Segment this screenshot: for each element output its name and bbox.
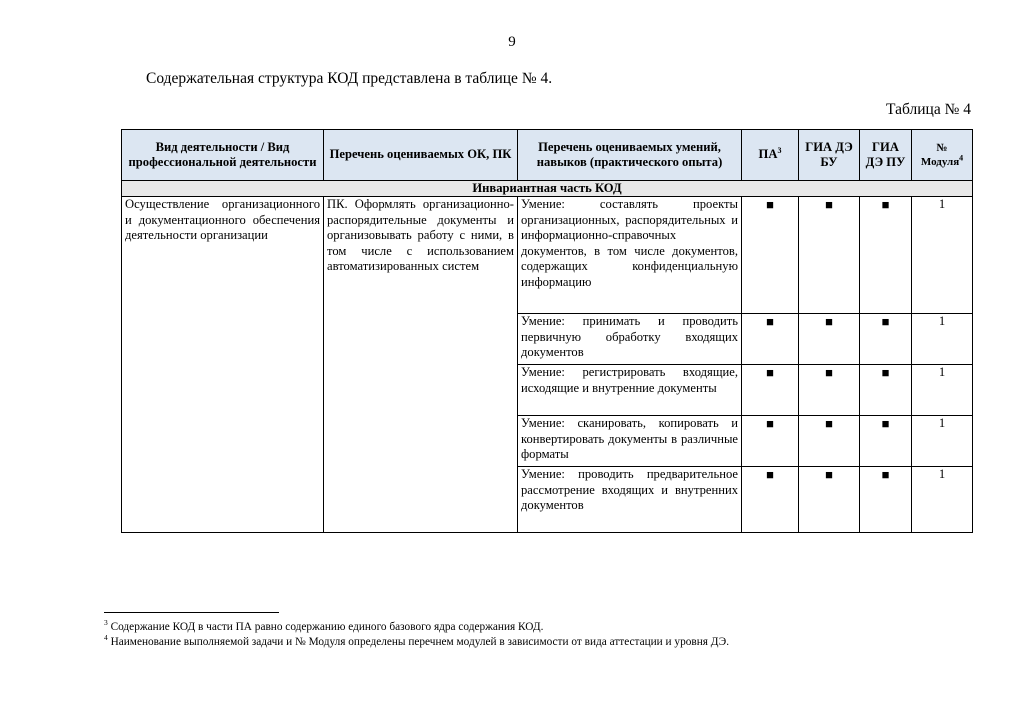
footnote-divider [104, 612, 279, 613]
pa-mark: ■ [742, 314, 799, 365]
header-activity: Вид деятельности / Вид профессиональной деятельности [122, 130, 324, 181]
footnote-4 [104, 635, 984, 650]
skill-cell: Умение: составлять проекты организационных, распорядительных и информационно-справочных документов, в том числе документов, содержащих конфиденциальную информацию [518, 197, 742, 314]
footnotes [104, 620, 984, 650]
activity-cell: Осуществление организационного и документационного обеспечения деятельности организации [122, 197, 324, 533]
page-number: 9 [508, 34, 516, 50]
pa-mark: ■ [742, 416, 799, 467]
gia-pu-mark: ■ [860, 365, 912, 416]
skill-cell: Умение: проводить предварительное рассмотрение входящих и внутренних документов [518, 467, 742, 533]
header-pa-footnote-ref: 3 [777, 146, 782, 156]
module-number: 1 [912, 365, 973, 416]
footnote-text: Содержание КОД в части ПА равно содержанию единого базового ядра содержания КОД. [110, 621, 544, 633]
header-gia-pu: ГИА ДЭ ПУ [860, 130, 912, 181]
header-pa-label: ПА [758, 147, 778, 162]
header-skills: Перечень оцениваемых умений, навыков (практического опыта) [518, 130, 742, 181]
table-row [122, 197, 973, 314]
gia-pu-mark: ■ [860, 314, 912, 365]
skill-cell: Умение: регистрировать входящие, исходящие и внутренние документы [518, 365, 742, 416]
header-module [912, 130, 973, 181]
header-module-footnote-ref: 4 [959, 153, 964, 163]
gia-pu-mark: ■ [860, 197, 912, 314]
section-title: Инвариантная часть КОД [122, 181, 973, 197]
gia-bu-mark: ■ [799, 197, 860, 314]
section-row [122, 181, 973, 197]
module-number: 1 [912, 416, 973, 467]
gia-bu-mark: ■ [799, 467, 860, 533]
module-number: 1 [912, 197, 973, 314]
pa-mark: ■ [742, 365, 799, 416]
header-module-label: № Модуля [920, 142, 960, 168]
kod-structure-table [121, 129, 973, 533]
intro-paragraph: Содержательная структура КОД представлена в таблице № 4. [146, 70, 553, 87]
footnote-3 [104, 620, 984, 635]
header-competencies: Перечень оцениваемых ОК, ПК [324, 130, 518, 181]
gia-bu-mark: ■ [799, 365, 860, 416]
gia-bu-mark: ■ [799, 416, 860, 467]
header-pa [742, 130, 799, 181]
pa-mark: ■ [742, 197, 799, 314]
gia-pu-mark: ■ [860, 416, 912, 467]
table-header-row [122, 130, 973, 181]
module-number: 1 [912, 467, 973, 533]
gia-bu-mark: ■ [799, 314, 860, 365]
module-number: 1 [912, 314, 973, 365]
skill-cell: Умение: сканировать, копировать и конвертировать документы в различные форматы [518, 416, 742, 467]
footnote-mark: 4 [104, 633, 108, 643]
header-gia-bu: ГИА ДЭ БУ [799, 130, 860, 181]
table-caption: Таблица № 4 [886, 101, 971, 118]
competency-cell: ПК. Оформлять организационно-распорядительные документы и организовывать работу с ними, в том числе с использованием автоматизированных систем [324, 197, 518, 533]
pa-mark: ■ [742, 467, 799, 533]
skill-cell: Умение: принимать и проводить первичную обработку входящих документов [518, 314, 742, 365]
footnote-text: Наименование выполняемой задачи и № Модуля определены перечнем модулей в зависимости от вида аттестации и уровня ДЭ. [110, 636, 730, 648]
gia-pu-mark: ■ [860, 467, 912, 533]
footnote-mark: 3 [104, 618, 108, 628]
